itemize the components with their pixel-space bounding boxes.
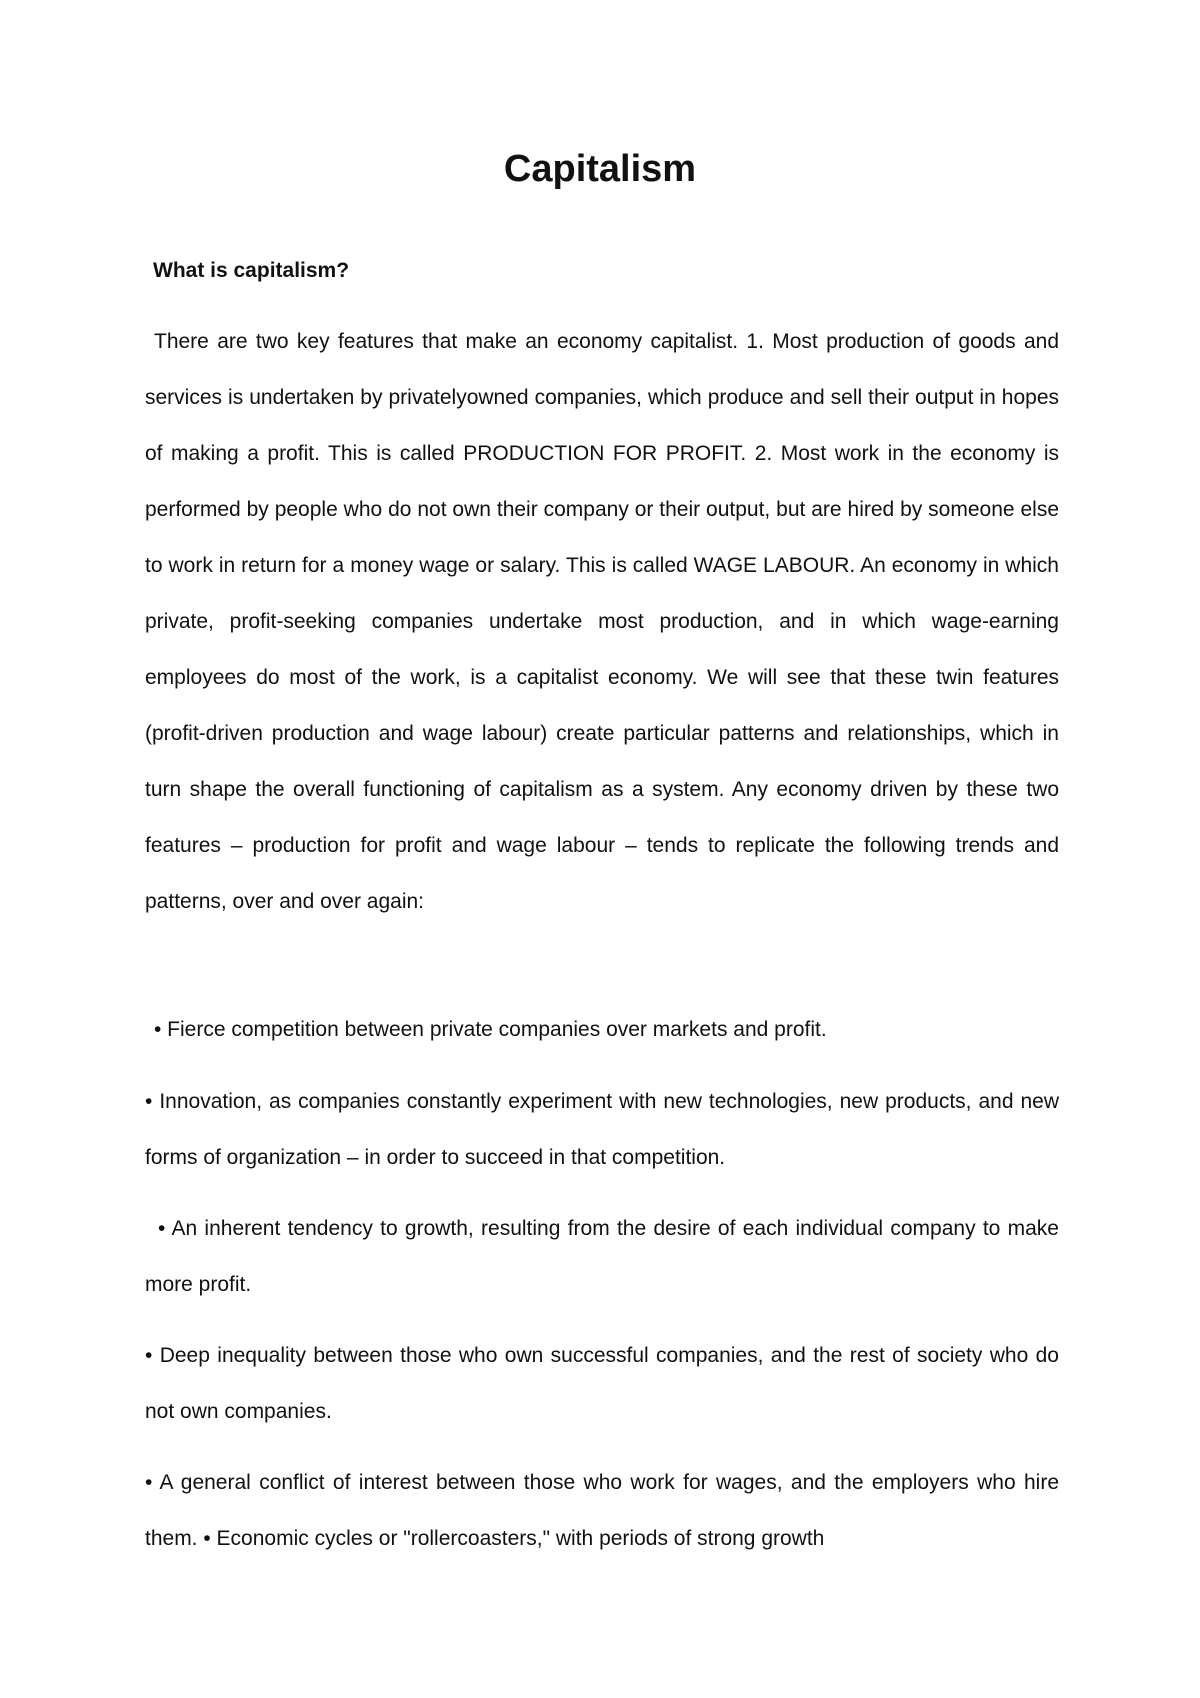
bullet-innovation: • Innovation, as companies constantly experiment with new technologies, new products, and new forms of organization – in order to succeed in that competition. [145,1090,1059,1169]
bullet-growth: • An inherent tendency to growth, resulting from the desire of each individual company to make more profit. [145,1217,1059,1296]
section-heading: What is capitalism? [153,259,350,282]
page-title: Capitalism [503,148,697,190]
intro-paragraph: There are two key features that make an economy capitalist. 1. Most production of goods and services is undertaken by privatelyowned companies, which produce and sell their output in hopes of making a profit. This is called PRODUCTION FOR PROFIT. 2. Most work in the economy is performed by people who do not own their company or their output, but are hired by someone else to work in return for a money wage or salary. This is called WAGE LABOUR. An economy in which private, profit-seeking companies undertake most production, and in which wage-earning employees do most of the work, is a capitalist economy. We will see that these twin features (profit-driven production and wage labour) create particular patterns and relationships, which in turn shape the overall functioning of capitalism as a system. Any economy driven by these two features – production for profit and wage labour – tends to replicate the following trends and patterns, over and over again: [145,330,1059,913]
bullet-conflict: • A general conflict of interest between those who work for wages, and the employers who hire them. • Economic cycles or "rollercoasters," with periods of strong growth [145,1471,1059,1550]
bullet-inequality: • Deep inequality between those who own successful companies, and the rest of society who do not own companies. [145,1344,1059,1423]
bullet-competition: • Fierce competition between private companies over markets and profit. [154,1018,827,1041]
